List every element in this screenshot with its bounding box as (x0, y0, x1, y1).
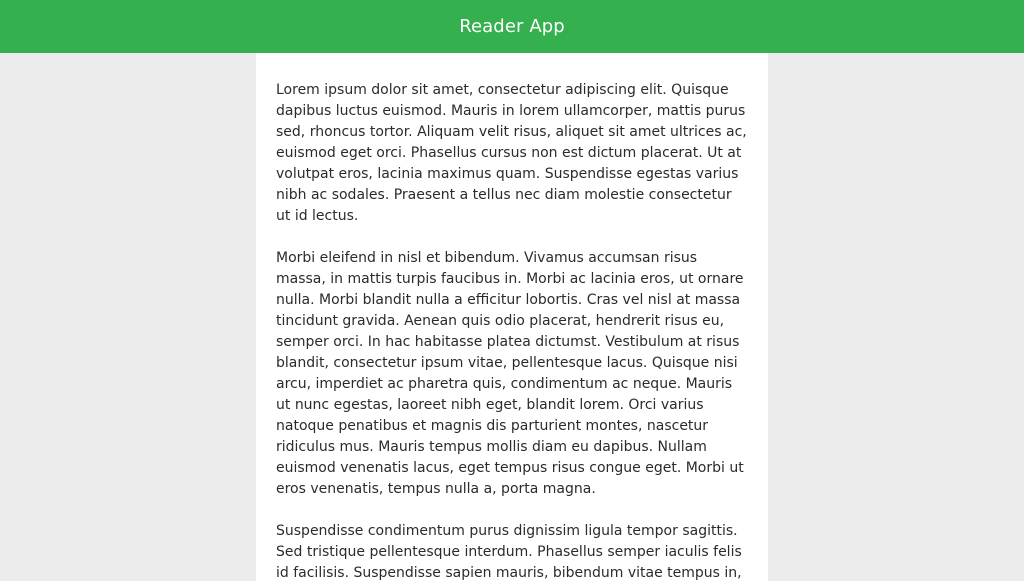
reader-page (256, 53, 768, 581)
app-title: Reader App (459, 16, 565, 37)
paragraph-1: Lorem ipsum dolor sit amet, consectetur adipiscing elit. Quisque dapibus luctus euismod. Mauris in lorem ullamcorper, mattis purus sed, rhoncus tortor. Aliquam velit risus, aliquet sit amet ultrices ac, euismod eget orci. Phasellus cursus non est dictum placerat. Ut at volutpat eros, lacinia maximus quam. Suspendisse egestas varius nibh ac sodales. Praesent a tellus nec diam molestie consectetur ut id lectus. (276, 82, 747, 224)
paragraph-3: Suspendisse condimentum purus dignissim ligula tempor sagittis. Sed tristique pellentesque interdum. Phasellus semper iaculis felis id facilisis. Suspendisse sapien mauris, bibendum vitae tempus in, (276, 523, 742, 581)
paragraph-2: Morbi eleifend in nisl et bibendum. Vivamus accumsan risus massa, in mattis turpis faucibus in. Morbi ac lacinia eros, ut ornare nulla. Morbi blandit nulla a efficitur lobortis. Cras vel nisl at massa tincidunt gravida. Aenean quis odio placerat, hendrerit risus eu, semper orci. In hac habitasse platea dictumst. Vestibulum at risus blandit, consectetur ipsum vitae, pellentesque lacus. Quisque nisi arcu, imperdiet ac pharetra quis, condimentum ac neque. Mauris ut nunc egestas, laoreet nibh eget, blandit lorem. Orci varius natoque penatibus et magnis dis parturient montes, nascetur ridiculus mus. Mauris tempus mollis diam eu dapibus. Nullam euismod venenatis lacus, eget tempus risus congue eget. Morbi ut eros venenatis, tempus nulla a, porta magna. (276, 250, 744, 497)
app-header (0, 0, 1024, 53)
